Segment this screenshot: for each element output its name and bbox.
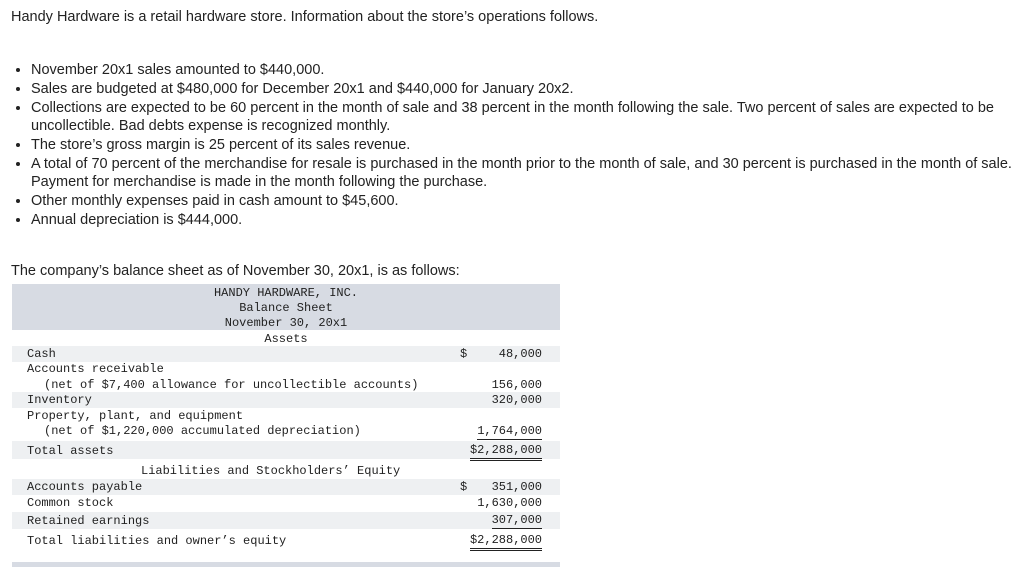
statement-title: Balance Sheet	[239, 301, 333, 315]
retained-earnings-label: Retained earnings	[27, 514, 150, 528]
fact-item: • Collections are expected to be 60 percent in the month of sale and 38 percent in the month following the sale. Two percent of sales are expected to be uncollectible. Bad debts expense is recognized monthly.	[31, 99, 1024, 136]
balance-sheet-intro: The company’s balance sheet as of November 30, 20x1, is as follows:	[11, 263, 460, 279]
fact-item: • Annual depreciation is $444,000.	[31, 211, 1024, 229]
fact-item: • The store’s gross margin is 25 percent of its sales revenue.	[31, 136, 1024, 154]
assets-heading: Assets	[264, 332, 308, 346]
ppe-detail: (net of $1,220,000 accumulated depreciation)	[44, 424, 361, 438]
ap-value: 351,000	[491, 480, 542, 494]
intro-text: Handy Hardware is a retail hardware store. Information about the store’s operations follows.	[11, 9, 599, 25]
total-assets-label: Total assets	[27, 444, 114, 458]
inventory-label: Inventory	[27, 393, 92, 407]
company-name: HANDY HARDWARE, INC.	[213, 286, 359, 300]
ar-value: 156,000	[491, 378, 542, 392]
ar-label: Accounts receivable	[27, 362, 164, 376]
cash-dollar-sign: $	[460, 347, 468, 361]
total-le-label: Total liabilities and owner’s equity	[27, 534, 287, 548]
common-stock-label: Common stock	[27, 496, 114, 510]
ap-label: Accounts payable	[27, 480, 143, 494]
cash-value: 48,000	[498, 347, 542, 361]
cash-label: Cash	[27, 347, 56, 361]
retained-earnings-value: 307,000	[491, 513, 542, 527]
facts-list	[11, 61, 1024, 229]
ar-detail: (net of $7,400 allowance for uncollectible accounts)	[44, 378, 419, 392]
statement-date: November 30, 20x1	[224, 316, 348, 330]
fact-item: • Other monthly expenses paid in cash amount to $45,600.	[31, 192, 1024, 210]
fact-item: • November 20x1 sales amounted to $440,000.	[31, 61, 1024, 79]
total-assets-value: $2,288,000	[470, 443, 542, 461]
balance-sheet-table	[12, 284, 560, 577]
fact-item: • A total of 70 percent of the merchandise for resale is purchased in the month prior to the month of sale, and 30 percent is purchased in the month of sale. Payment for merchandise is made in the month following the purchase.	[31, 155, 1024, 192]
ppe-value: 1,764,000	[477, 424, 542, 438]
total-le-value: $2,288,000	[470, 533, 542, 551]
balance-sheet-footer	[12, 562, 560, 567]
inventory-value: 320,000	[491, 393, 542, 407]
ppe-label: Property, plant, and equipment	[27, 409, 244, 423]
ap-dollar-sign: $	[460, 480, 468, 494]
liabilities-heading: Liabilities and Stockholders’ Equity	[141, 464, 401, 478]
fact-item: • Sales are budgeted at $480,000 for December 20x1 and $440,000 for January 20x2.	[31, 80, 1024, 98]
common-stock-value: 1,630,000	[477, 496, 542, 510]
